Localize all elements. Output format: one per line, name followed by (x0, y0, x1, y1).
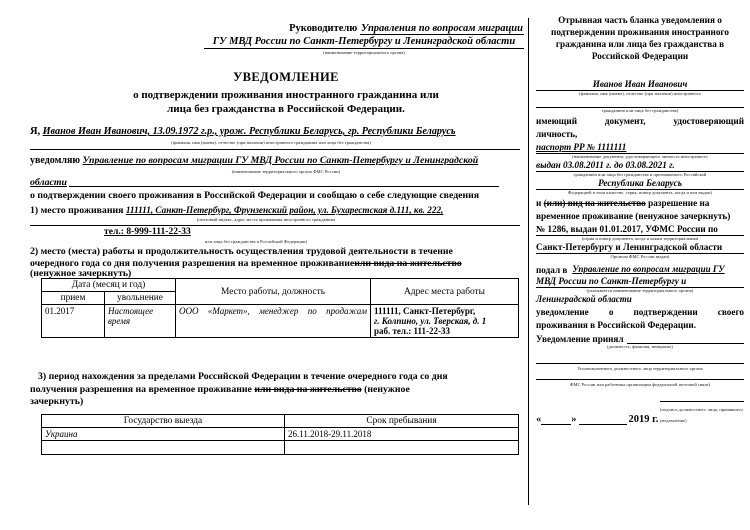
travel-intro-struck-text: или вида на жительство (254, 384, 362, 395)
accepted-label: Уведомление принял (536, 333, 624, 344)
tear-off-official-caption: Уполномоченного должностного лица территориального органа (577, 365, 703, 371)
permit-prefix: и (536, 198, 542, 208)
authority-caption: (наименование территориального органа) (323, 50, 405, 55)
phone-line (104, 226, 191, 238)
tear-off-passport-value (536, 141, 744, 154)
residence-caption: (почтовый индекс, адрес места проживания иностранного гражданина (196, 217, 336, 222)
document-subtitle-line1: о подтверждении проживания иностранного гражданина или (133, 89, 439, 101)
spacer-2 (536, 371, 744, 379)
table-row (42, 428, 519, 441)
tear-off-sign-caption: (подпись должностного лица, принявшего уведомление) (660, 406, 743, 423)
tear-off-notice-line1: уведомление о подтверждении своего (536, 306, 744, 317)
declarant-line (30, 126, 520, 138)
tear-off-title-line3: гражданина или лица без гражданства в (555, 39, 725, 49)
work-table (41, 278, 519, 338)
tear-off-accepted-caption: (должность, фамилия, инициалы) (607, 343, 673, 349)
tear-off-title-line2: подтверждении проживания иностранного (551, 27, 729, 37)
residence-caption2: или лица без гражданства в Российской Федерации) (204, 239, 308, 244)
tear-off-submitted-line (536, 263, 744, 275)
declarant-value: Иванов Иван Иванович, 13.09.1972 г.р., урож. Республики Беларусь, гр. Республики Беларусь (42, 126, 456, 137)
tear-off-doc-line2: личность, (536, 129, 578, 139)
work-fire-value: Настоящее время (105, 305, 176, 338)
addressee-value: Управления по вопросам миграции (360, 23, 523, 34)
date-quote-close: » (571, 413, 577, 425)
tear-off-permit-number: № 1286, выдан 01.01.2017, УФМС России по (536, 223, 744, 236)
travel-intro-text2: (ненужное (364, 384, 410, 395)
addressee-block (204, 22, 524, 55)
notify-label: уведомляю (30, 155, 81, 166)
tear-off-submitted-value2: МВД России по Санкт-Петербургу и (536, 275, 744, 288)
declarant-caption: (фамилия, имя (имена), отчество (при наличии) иностранного гражданина или лица без гражданства) (171, 140, 371, 145)
travel-country-value-empty (42, 441, 285, 455)
date-quote-open: « (536, 413, 542, 425)
work-col-date: Дата (месяц и год) (42, 279, 176, 292)
travel-table-header-row (42, 415, 519, 428)
permit-struck-text: (или) вид на жительство (543, 198, 646, 208)
phone-value: тел.: 8-999-111-22-33 (104, 226, 191, 237)
spacer-1 (536, 349, 744, 363)
work-col-address: Адрес места работы (371, 279, 519, 305)
notify-value2: области (30, 177, 67, 188)
travel-intro-line3: зачеркнуть) (30, 396, 84, 407)
tear-off-title-line4: Российской Федерации (591, 51, 689, 61)
work-address-line1: 111111, Санкт-Петербург, (374, 306, 476, 316)
document-title-block (66, 70, 506, 116)
tear-off-issued-caption: гражданина или лица без гражданства и признаваемого Российской (573, 172, 707, 177)
travel-col-period: Срок пребывания (285, 415, 519, 428)
declarant-label: Я, (30, 126, 41, 137)
work-address-line3: раб. тел.: 111-22-33 (374, 326, 450, 336)
travel-period-value-empty (285, 441, 519, 455)
travel-country-value: Украина (42, 428, 285, 441)
tear-off-submitted-value3: Ленинградской области (536, 294, 632, 304)
work-intro-text: очередного года со дня получения разрешения на временное проживание (30, 258, 355, 269)
document-subtitle-line2: лица без гражданства в Российской Федерации. (167, 103, 405, 115)
tear-off-issued-value: выдан 03.08.2011 г. до 03.08.2021 г. (536, 159, 744, 172)
confirm-line: о подтверждении своего проживания в Российской Федерации и сообщаю о себе следующие сведения (30, 190, 480, 201)
declarant-rule (30, 148, 520, 150)
tear-off-column (536, 14, 744, 425)
travel-intro-line1: 3) период нахождения за пределами Российской Федерации в течение очередного года со дня (38, 371, 448, 382)
tear-off-doc-line1: имеющий документ, удостоверяющий (536, 116, 744, 126)
residence-value: 111111, Санкт-Петербург, Фрунзенский район, ул. Бухарестская д.111, кв. 222, (125, 205, 444, 215)
main-notification-column (16, 0, 521, 530)
work-col-place: Место работы, должность (176, 279, 371, 305)
date-year: 2019 г. (628, 413, 659, 425)
travel-table (41, 414, 519, 455)
work-intro-struck-text: или вида на жительство (354, 258, 462, 269)
tear-off-citizenship-caption: гражданина или лица без гражданства) (601, 108, 679, 113)
tear-off-passport-caption: (наименование документа, удостоверяющего личность иностранного (572, 154, 708, 159)
notify-blank-rule (69, 176, 499, 187)
tear-off-citizenship-blank (536, 96, 744, 108)
travel-intro-line2 (30, 384, 530, 396)
accepted-blank (627, 332, 744, 344)
work-intro-line3: (ненужное зачеркнуть) (30, 268, 132, 279)
notify-caption: (наименование территориального органа ФМС России) (231, 169, 341, 174)
tear-off-permit-org: Санкт-Петербургу и Ленинградской области (536, 241, 744, 254)
tear-off-notice-line2: проживания в Российской Федерации. (536, 319, 696, 330)
tear-off-signature-block (660, 401, 744, 425)
tear-off-name-value: Иванов Иван Иванович (536, 78, 744, 91)
tear-off-country-caption: Федерацией в этом качестве, серия, номер документа, когда и кем выдан) (567, 190, 713, 195)
work-table-header-row (42, 279, 519, 292)
addressee-line (204, 22, 524, 35)
work-place-value: ООО «Маркет», менеджер по продажам (176, 305, 371, 338)
residence-label: 1) место проживания (30, 205, 124, 216)
residence-line (30, 204, 530, 217)
work-table-container (41, 278, 519, 338)
work-address-cell (371, 305, 519, 338)
tear-off-permit-line1 (536, 197, 744, 210)
page-title: УВЕДОМЛЕНИЕ (233, 70, 339, 84)
tear-off-fms-block (536, 379, 744, 387)
tear-off-official-block (536, 363, 744, 371)
work-col-hire: прием (42, 292, 105, 305)
submitted-value1: Управление по вопросам миграции ГУ (572, 264, 725, 274)
tear-off-permit-line2: временное проживание (ненужное зачеркнуть) (536, 211, 731, 221)
work-col-fire: увольнение (105, 292, 176, 305)
table-row (42, 441, 519, 455)
tear-off-title (536, 14, 744, 62)
travel-col-country: Государство выезда (42, 415, 285, 428)
submitted-label: подал в (536, 265, 568, 275)
work-intro-line1: 2) место (места) работы и продолжительность осуществления трудовой деятельности в течение (30, 246, 453, 257)
passport-text: паспорт PP № 1111111 (536, 142, 627, 152)
tear-off-permit-caption: (серия и номер документа, когда и каким территориальным (581, 236, 699, 241)
travel-table-container (41, 414, 519, 455)
work-hire-value: 01.2017 (42, 305, 105, 338)
tear-off-accepted-line (536, 332, 744, 344)
date-day-blank (541, 414, 571, 425)
tear-off-title-line1: Отрывная часть бланка уведомления о (558, 15, 722, 25)
notify-line2 (30, 176, 525, 189)
table-row (42, 305, 519, 338)
permit-text: разрешение на (648, 198, 710, 208)
tear-off-permit-org-caption: Органом ФМС России выдан) (610, 254, 670, 259)
notify-line (30, 155, 525, 167)
notify-value: Управление по вопросам миграции ГУ МВД России по Санкт-Петербургу и Ленинградской (82, 155, 479, 166)
tear-off-date-row (536, 401, 744, 425)
tear-off-submitted-caption: (указывается наименование территориального органа) (586, 288, 694, 293)
work-address-line2: г. Колпино, ул. Тверская, д. 1 (374, 316, 487, 326)
tear-off-name-caption: (фамилия, имя (имена), отчество (при наличии) иностранного (579, 91, 701, 96)
travel-period-value: 26.11.2018-29.11.2018 (285, 428, 519, 441)
date-month-blank (579, 414, 627, 425)
tear-off-fms-caption: ФМС России или работника организации федеральной почтовой связи) (569, 381, 711, 387)
tear-off-country-value: Республика Беларусь (536, 177, 744, 190)
authority-line: ГУ МВД России по Санкт-Петербургу и Ленинградской области (204, 35, 524, 49)
travel-intro-text: получения разрешения на временное проживание (30, 384, 252, 395)
addressee-label: Руководителю (289, 23, 358, 34)
